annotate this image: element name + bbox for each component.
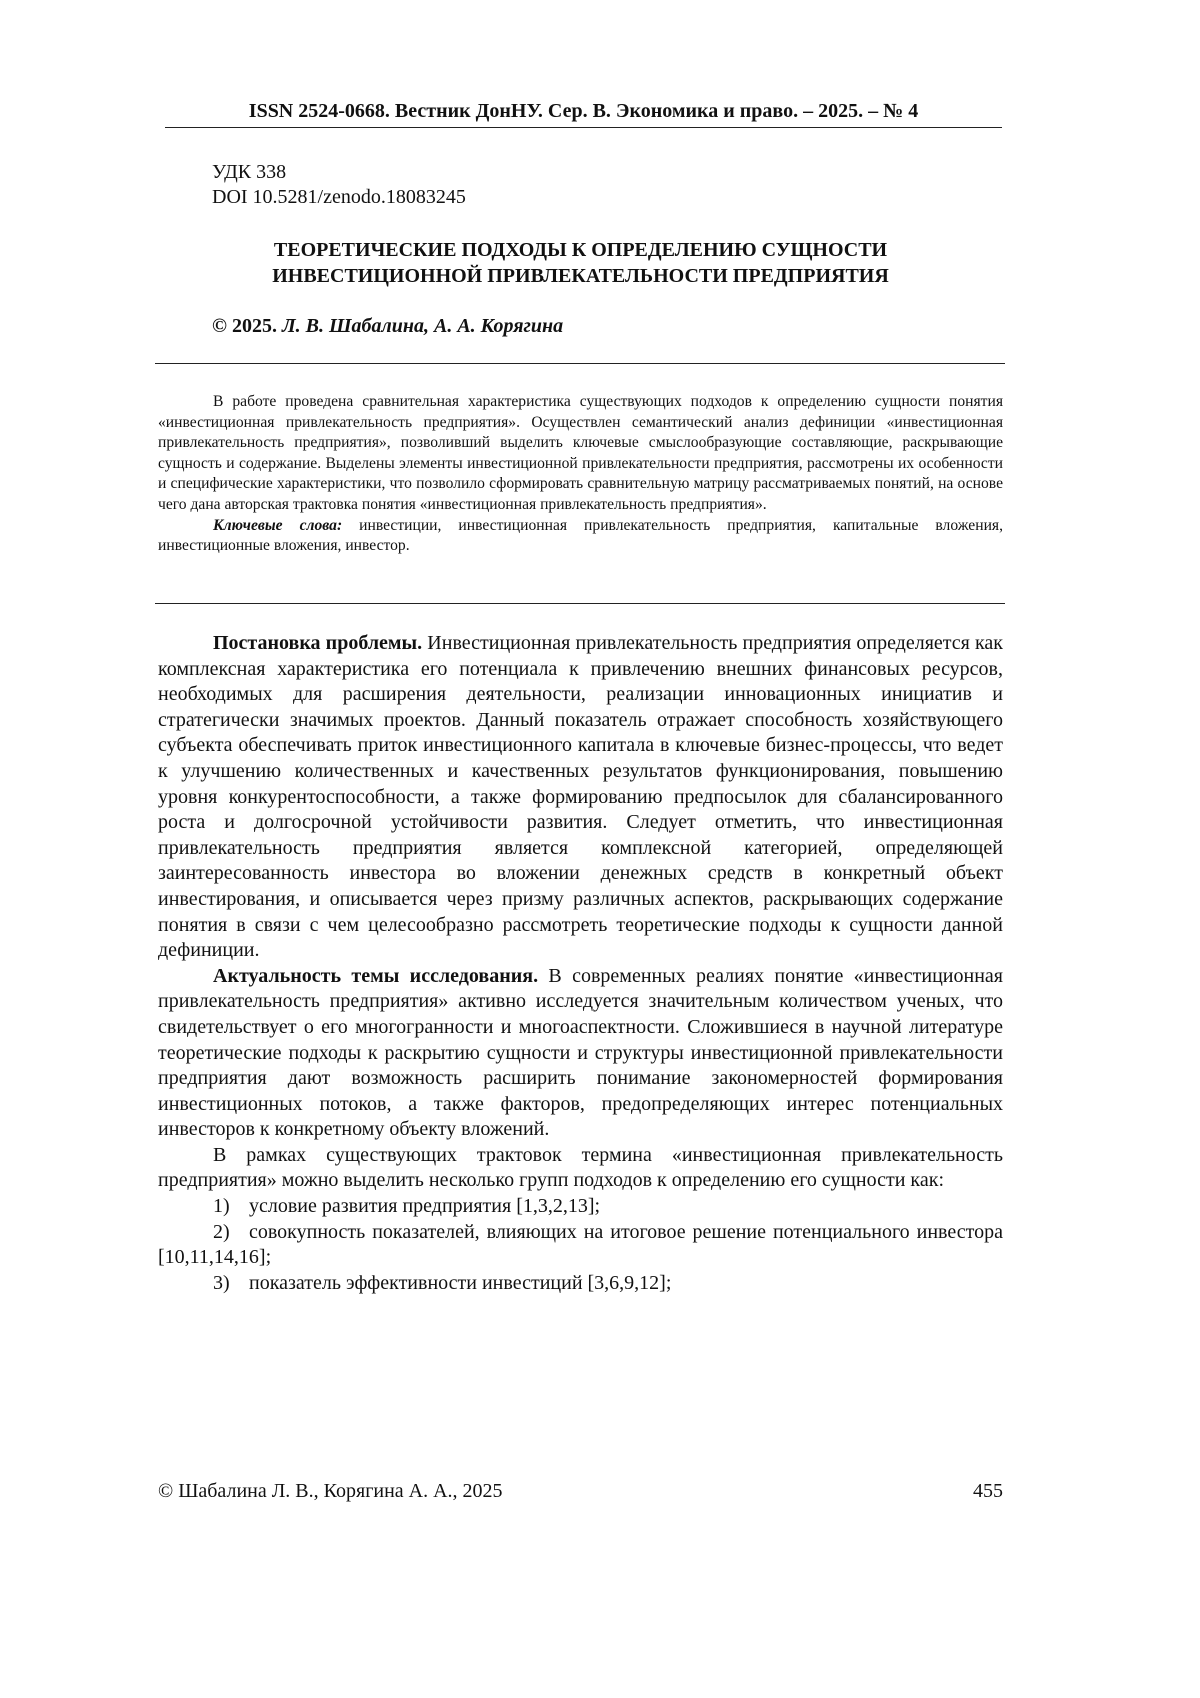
authors — [212, 315, 563, 338]
footer-copyright: © Шабалина Л. В., Корягина А. А., 2025 — [158, 1480, 503, 1502]
article-body — [158, 631, 1003, 1296]
running-header: ISSN 2524-0668. Вестник ДонНУ. Сер. В. Экономика и право. – 2025. – № 4 — [165, 100, 1002, 128]
list-text: показатель эффективности инвестиций [3,6,9,12]; — [249, 1271, 672, 1294]
paragraph-relevance — [158, 964, 1003, 1143]
paragraph-heading: Актуальность темы исследования. — [213, 964, 539, 987]
page-footer — [158, 1480, 1003, 1503]
doi: DOI 10.5281/zenodo.18083245 — [212, 186, 466, 208]
list-item — [158, 1194, 1003, 1220]
article-meta — [212, 160, 466, 210]
page-number: 455 — [973, 1480, 1003, 1502]
list-text: условие развития предприятия [1,3,2,13]; — [249, 1195, 601, 1218]
abstract — [158, 392, 1003, 557]
paragraph-text: В современных реалиях понятие «инвестиционная привлекательность предприятия» активно исследуется значительным количеством ученых, что свидетельствует о его многогранности и многоаспектности. Сложившиеся в научной литературе теоретические подходы к раскрытию сущности и структуры инвестиционной привлекательности предприятия дают возможность расширить понимание закономерностей формирования инвестиционных потоков, а также факторов, предопределяющих интерес потенциальных инвесторов к конкретному объекту вложений. — [158, 964, 1003, 1141]
list-item — [158, 1220, 1003, 1271]
article-title — [158, 237, 1003, 289]
keywords — [158, 516, 1003, 557]
list-number: 1) — [213, 1195, 230, 1218]
paragraph-problem — [158, 631, 1003, 964]
divider-top — [155, 363, 1005, 364]
udc: УДК 338 — [212, 161, 287, 183]
abstract-text: В работе проведена сравнительная характеристика существующих подходов к определению сущности понятия «инвестиционная привлекательность предприятия». Осуществлен семантический анализ дефиниции «инвестиционная привлекательность предприятия», позволивший выделить ключевые смыслообразующие составляющие, раскрывающие сущность и содержание. Выделены элементы инвестиционной привлекательности предприятия, рассмотрены их особенности и специфические характеристики, что позволило сформировать сравнительную матрицу рассматриваемых понятий, на основе чего дана авторская трактовка понятия «инвестиционная привлекательность предприятия». — [158, 393, 1003, 513]
keywords-label: Ключевые слова: — [213, 516, 343, 534]
paragraph-heading: Постановка проблемы. — [213, 632, 423, 654]
list-item — [158, 1271, 1003, 1297]
list-number: 2) — [213, 1220, 230, 1243]
copyright-year: © 2025. — [212, 315, 277, 337]
paragraph-text: Инвестиционная привлекательность предприятия определяется как комплексная характеристика его потенциала к привлечению внешних финансовых ресурсов, необходимых для расширения деятельности, реализации инновационных инициатив и стратегически значимых проектов. Данный показатель отражает способность хозяйствующего субъекта обеспечивать приток инвестиционного капитала в ключевые бизнес-процессы, что ведет к улучшению количественных и качественных результатов функционирования, повышению уровня конкурентоспособности, а также формированию предпосылок для сбалансированного роста и долгосрочной устойчивости развития. Следует отметить, что инвестиционная привлекательность предприятия является комплексной категорией, определяющей заинтересованность инвестора во вложении денежных средств в конкретный объект инвестирования, и описывается через призму различных аспектов, раскрывающих содержание понятия в связи с чем целесообразно рассмотреть теоретические подходы к сущности данной дефиниции. — [158, 632, 1003, 962]
paragraph-approaches: В рамках существующих трактовок термина «инвестиционная привлекательность предприятия» можно выделить несколько групп подходов к определению его сущности как: — [158, 1143, 1003, 1192]
author-names: Л. В. Шабалина, А. А. Корягина — [281, 315, 564, 337]
keywords-text: инвестиции, инвестиционная привлекательность предприятия, капитальные вложения, инвестиционные вложения, инвестор. — [158, 516, 1003, 555]
list-number: 3) — [213, 1271, 230, 1294]
title-line-1: ТЕОРЕТИЧЕСКИЕ ПОДХОДЫ К ОПРЕДЕЛЕНИЮ СУЩНОСТИ — [273, 239, 888, 261]
divider-bottom — [155, 603, 1005, 604]
title-line-2: ИНВЕСТИЦИОННОЙ ПРИВЛЕКАТЕЛЬНОСТИ ПРЕДПРИЯТИЯ — [272, 265, 889, 287]
list-text: совокупность показателей, влияющих на итоговое решение потенциального инвестора [10,11,14,16]; — [158, 1220, 1003, 1269]
